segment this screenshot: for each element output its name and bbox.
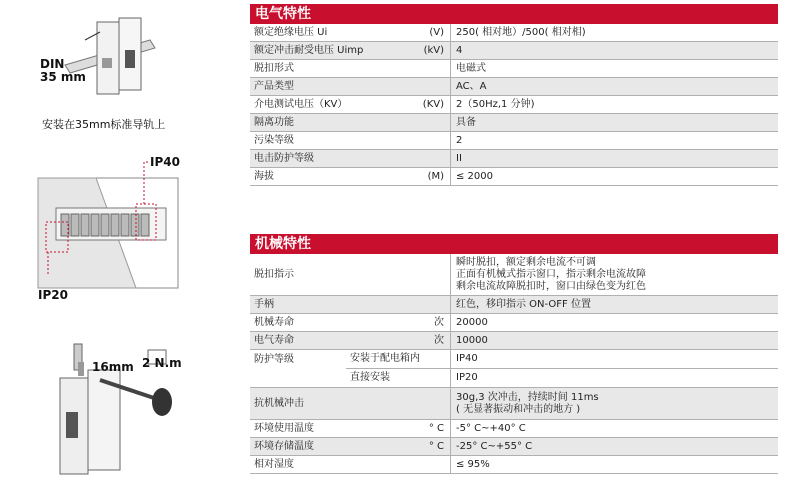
row-value: 10000 [456,334,488,346]
protection-sub-label: 安装于配电箱内 [350,353,420,364]
row-value-line: 正面有机械式指示窗口，指示剩余电流故障 [456,268,646,280]
din-size-label: 35 mm [40,70,86,84]
row-value: -5° C~+40° C [456,422,526,434]
row-label: 海拔 [254,170,274,182]
table-row [250,24,778,42]
row-unit: (M) [427,170,444,182]
protection-sub-label: 直接安装 [350,372,390,383]
table-row [250,388,778,420]
table-row [250,438,778,456]
table-row [250,350,778,388]
table-row [250,296,778,314]
row-value: 250( 相对地）/500( 相对相) [456,26,586,38]
electrical-section-title: 电气特性 [250,4,778,24]
row-label: 机械寿命 [254,316,294,328]
row-unit: ° C [428,422,444,434]
table-row [250,254,778,296]
row-value: IP20 [456,372,478,383]
table-row [250,150,778,168]
din-label: DIN [40,57,65,71]
torque-label: 2 N.m [142,356,182,370]
table-row [250,456,778,474]
table-row [250,96,778,114]
row-unit: (kV) [423,44,444,56]
row-unit: 次 [434,316,444,328]
row-value-line: ( 无显著振动和冲击的地方 ) [456,403,581,415]
row-label: 环境存储温度 [254,440,314,452]
electrical-characteristics-table [250,4,778,186]
row-label: 电气寿命 [254,334,294,346]
row-label: 污染等级 [254,134,294,146]
row-value: ≤ 2000 [456,170,494,182]
row-value: -25° C~+55° C [456,440,533,452]
rail-caption: 安装在35mm标准导轨上 [42,118,166,131]
row-label: 额定冲击耐受电压 Uimp [254,44,364,56]
row-value-line: 瞬时脱扣，额定剩余电流不可调 [456,256,596,268]
row-value: 20000 [456,316,488,328]
din-rail-breaker-illustration [55,10,175,110]
table-row [250,168,778,186]
row-label: 介电测试电压（KV） [254,98,348,110]
row-value: 4 [456,44,463,56]
table-row [250,314,778,332]
row-unit: (KV) [422,98,444,110]
mechanical-characteristics-table [250,234,778,474]
row-value: 具备 [456,116,476,128]
table-row [250,60,778,78]
row-unit: ° C [428,440,444,452]
row-value: 红色，移印指示 ON-OFF 位置 [456,298,591,310]
row-unit: 次 [434,334,444,346]
row-label: 电击防护等级 [254,152,314,164]
row-label: 防护等级 [254,354,294,365]
row-unit: (V) [429,26,444,38]
table-row [250,114,778,132]
table-row [250,332,778,350]
row-value: AC、A [456,80,487,92]
wire-length-label: 16mm [92,360,134,374]
ip40-label: IP40 [150,155,180,169]
mechanical-section-title: 机械特性 [250,234,778,254]
row-label: 环境使用温度 [254,422,314,434]
ip20-label: IP20 [38,288,68,302]
row-label: 脱扣形式 [254,62,294,74]
row-value: 2 [456,134,463,146]
row-value-line: 剩余电流故障脱扣时，窗口由绿色变为红色 [456,280,646,292]
row-value: IP40 [456,353,478,364]
table-row [250,78,778,96]
row-value-line: 30g,3 次冲击，持续时间 11ms [456,391,599,403]
table-row [250,420,778,438]
row-label: 脱扣指示 [254,268,294,280]
row-label: 手柄 [254,298,274,310]
row-value: 2（50Hz,1 分钟) [456,98,535,110]
row-label: 相对湿度 [254,458,294,470]
row-label: 隔离功能 [254,116,294,128]
row-value: ≤ 95% [456,458,490,470]
table-row [250,132,778,150]
row-value: II [456,152,462,164]
row-label: 产品类型 [254,80,294,92]
illustrations-panel [0,0,240,492]
row-value: 电磁式 [456,62,486,74]
table-row [250,42,778,60]
row-label: 抗机械冲击 [254,397,304,409]
row-label: 额定绝缘电压 Ui [254,26,328,38]
distribution-box-illustration [36,156,186,296]
